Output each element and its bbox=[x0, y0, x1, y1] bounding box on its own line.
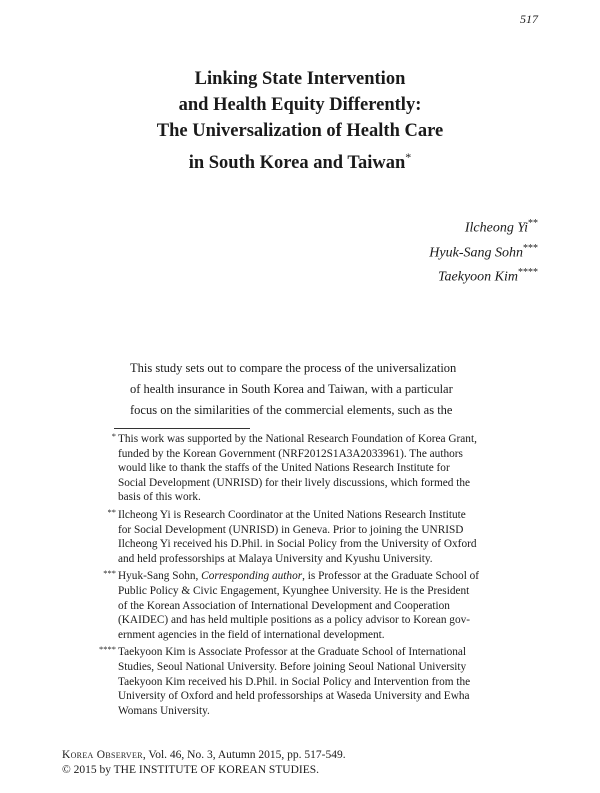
footnote-marker: **** bbox=[99, 644, 116, 655]
footnote bbox=[96, 432, 542, 505]
footnote-line: Studies, Seoul National University. Before joining Seoul National University bbox=[118, 660, 467, 673]
footnote-text: Hyuk-Sang Sohn, bbox=[118, 570, 202, 583]
footnote-line: basis of this work. bbox=[118, 491, 201, 504]
abstract-text bbox=[130, 358, 510, 421]
citation-line bbox=[62, 748, 346, 763]
copyright-line: © 2015 by THE INSTITUTE OF KOREAN STUDIES. bbox=[62, 764, 320, 776]
footnote-line: Ilcheong Yi received his D.Phil. in Social Policy from the University of Oxford bbox=[118, 538, 477, 551]
title-line: The Universalization of Health Care bbox=[156, 121, 444, 141]
footnote-line: Taekyoon Kim is Associate Professor at the Graduate School of International bbox=[118, 646, 467, 659]
author-marker: **** bbox=[518, 267, 538, 279]
author-marker: *** bbox=[523, 242, 538, 254]
page-number: 517 bbox=[520, 12, 538, 26]
footnote-marker: *** bbox=[103, 568, 116, 579]
footnote-marker: ** bbox=[107, 506, 116, 517]
footnote-line: Womans University. bbox=[118, 704, 210, 717]
title-line-text: in South Korea and Taiwan bbox=[188, 153, 406, 174]
footnote bbox=[96, 645, 542, 718]
footnote-line: University of Oxford and held professorships at Waseda University and Ewha bbox=[118, 690, 470, 703]
footnote-line: (KAIDEC) and has held multiple positions as a policy advisor to Korean gov- bbox=[118, 614, 471, 627]
author-item bbox=[429, 214, 538, 239]
footnote-line: This work was supported by the National Research Foundation of Korea Grant, bbox=[118, 433, 477, 445]
article-title bbox=[0, 66, 600, 176]
footnote bbox=[96, 508, 542, 566]
footnote bbox=[96, 569, 542, 642]
abstract-line: of health insurance in South Korea and Taiwan, with a particular bbox=[130, 382, 453, 396]
footnote-line: Taekyoon Kim received his D.Phil. in Social Policy and Intervention from the bbox=[118, 675, 471, 688]
footnote-line: and held professorships at Malaya University and Kyushu University. bbox=[118, 552, 433, 565]
author-marker: ** bbox=[528, 218, 538, 229]
footnote-line: for Social Development (UNRISD) in Geneva. Prior to joining the UNRISD bbox=[118, 523, 464, 536]
abstract-line: focus on the similarities of the commercial elements, such as the bbox=[130, 403, 453, 417]
title-line-last bbox=[0, 144, 600, 176]
footnote-line: Public Policy & Civic Engagement, Kyunghee University. He is the President bbox=[118, 584, 470, 597]
footnote-line: of the Korean Association of International Development and Cooperation bbox=[118, 599, 450, 612]
footnote-marker: * bbox=[111, 431, 116, 441]
footnote-line: would like to thank the staffs of the United Nations Research Institute for bbox=[118, 462, 450, 475]
citation-details: , Vol. 46, No. 3, Autumn 2015, pp. 517-549. bbox=[142, 749, 346, 761]
author-item bbox=[429, 239, 538, 264]
footnote-divider bbox=[114, 428, 250, 429]
title-line: and Health Equity Differently: bbox=[178, 95, 422, 115]
title-line: Linking State Intervention bbox=[194, 69, 406, 89]
journal-footer bbox=[62, 748, 346, 778]
corresponding-author-label: Corresponding author bbox=[201, 570, 303, 583]
author-name: Ilcheong Yi bbox=[464, 220, 528, 236]
footnote-line: ernment agencies in the field of international development. bbox=[118, 628, 385, 641]
abstract-line: This study sets out to compare the process of the universalization bbox=[130, 361, 457, 375]
footnotes bbox=[96, 432, 542, 721]
footnote-line: Ilcheong Yi is Research Coordinator at the United Nations Research Institute bbox=[118, 508, 466, 521]
author-list bbox=[429, 214, 538, 288]
footnote-line: funded by the Korean Government (NRF2012S1A3A2033961). The authors bbox=[118, 447, 463, 460]
footnote-line bbox=[118, 569, 542, 584]
author-item bbox=[429, 263, 538, 288]
journal-name: Korea Observer bbox=[62, 749, 143, 761]
footnote-text: , is Professor at the Graduate School of bbox=[302, 570, 480, 583]
title-footnote-marker: * bbox=[405, 150, 412, 164]
footnote-line: Social Development (UNRISD) for their lively discussions, which formed the bbox=[118, 476, 471, 489]
author-name: Taekyoon Kim bbox=[438, 269, 518, 285]
author-name: Hyuk-Sang Sohn bbox=[429, 245, 523, 261]
